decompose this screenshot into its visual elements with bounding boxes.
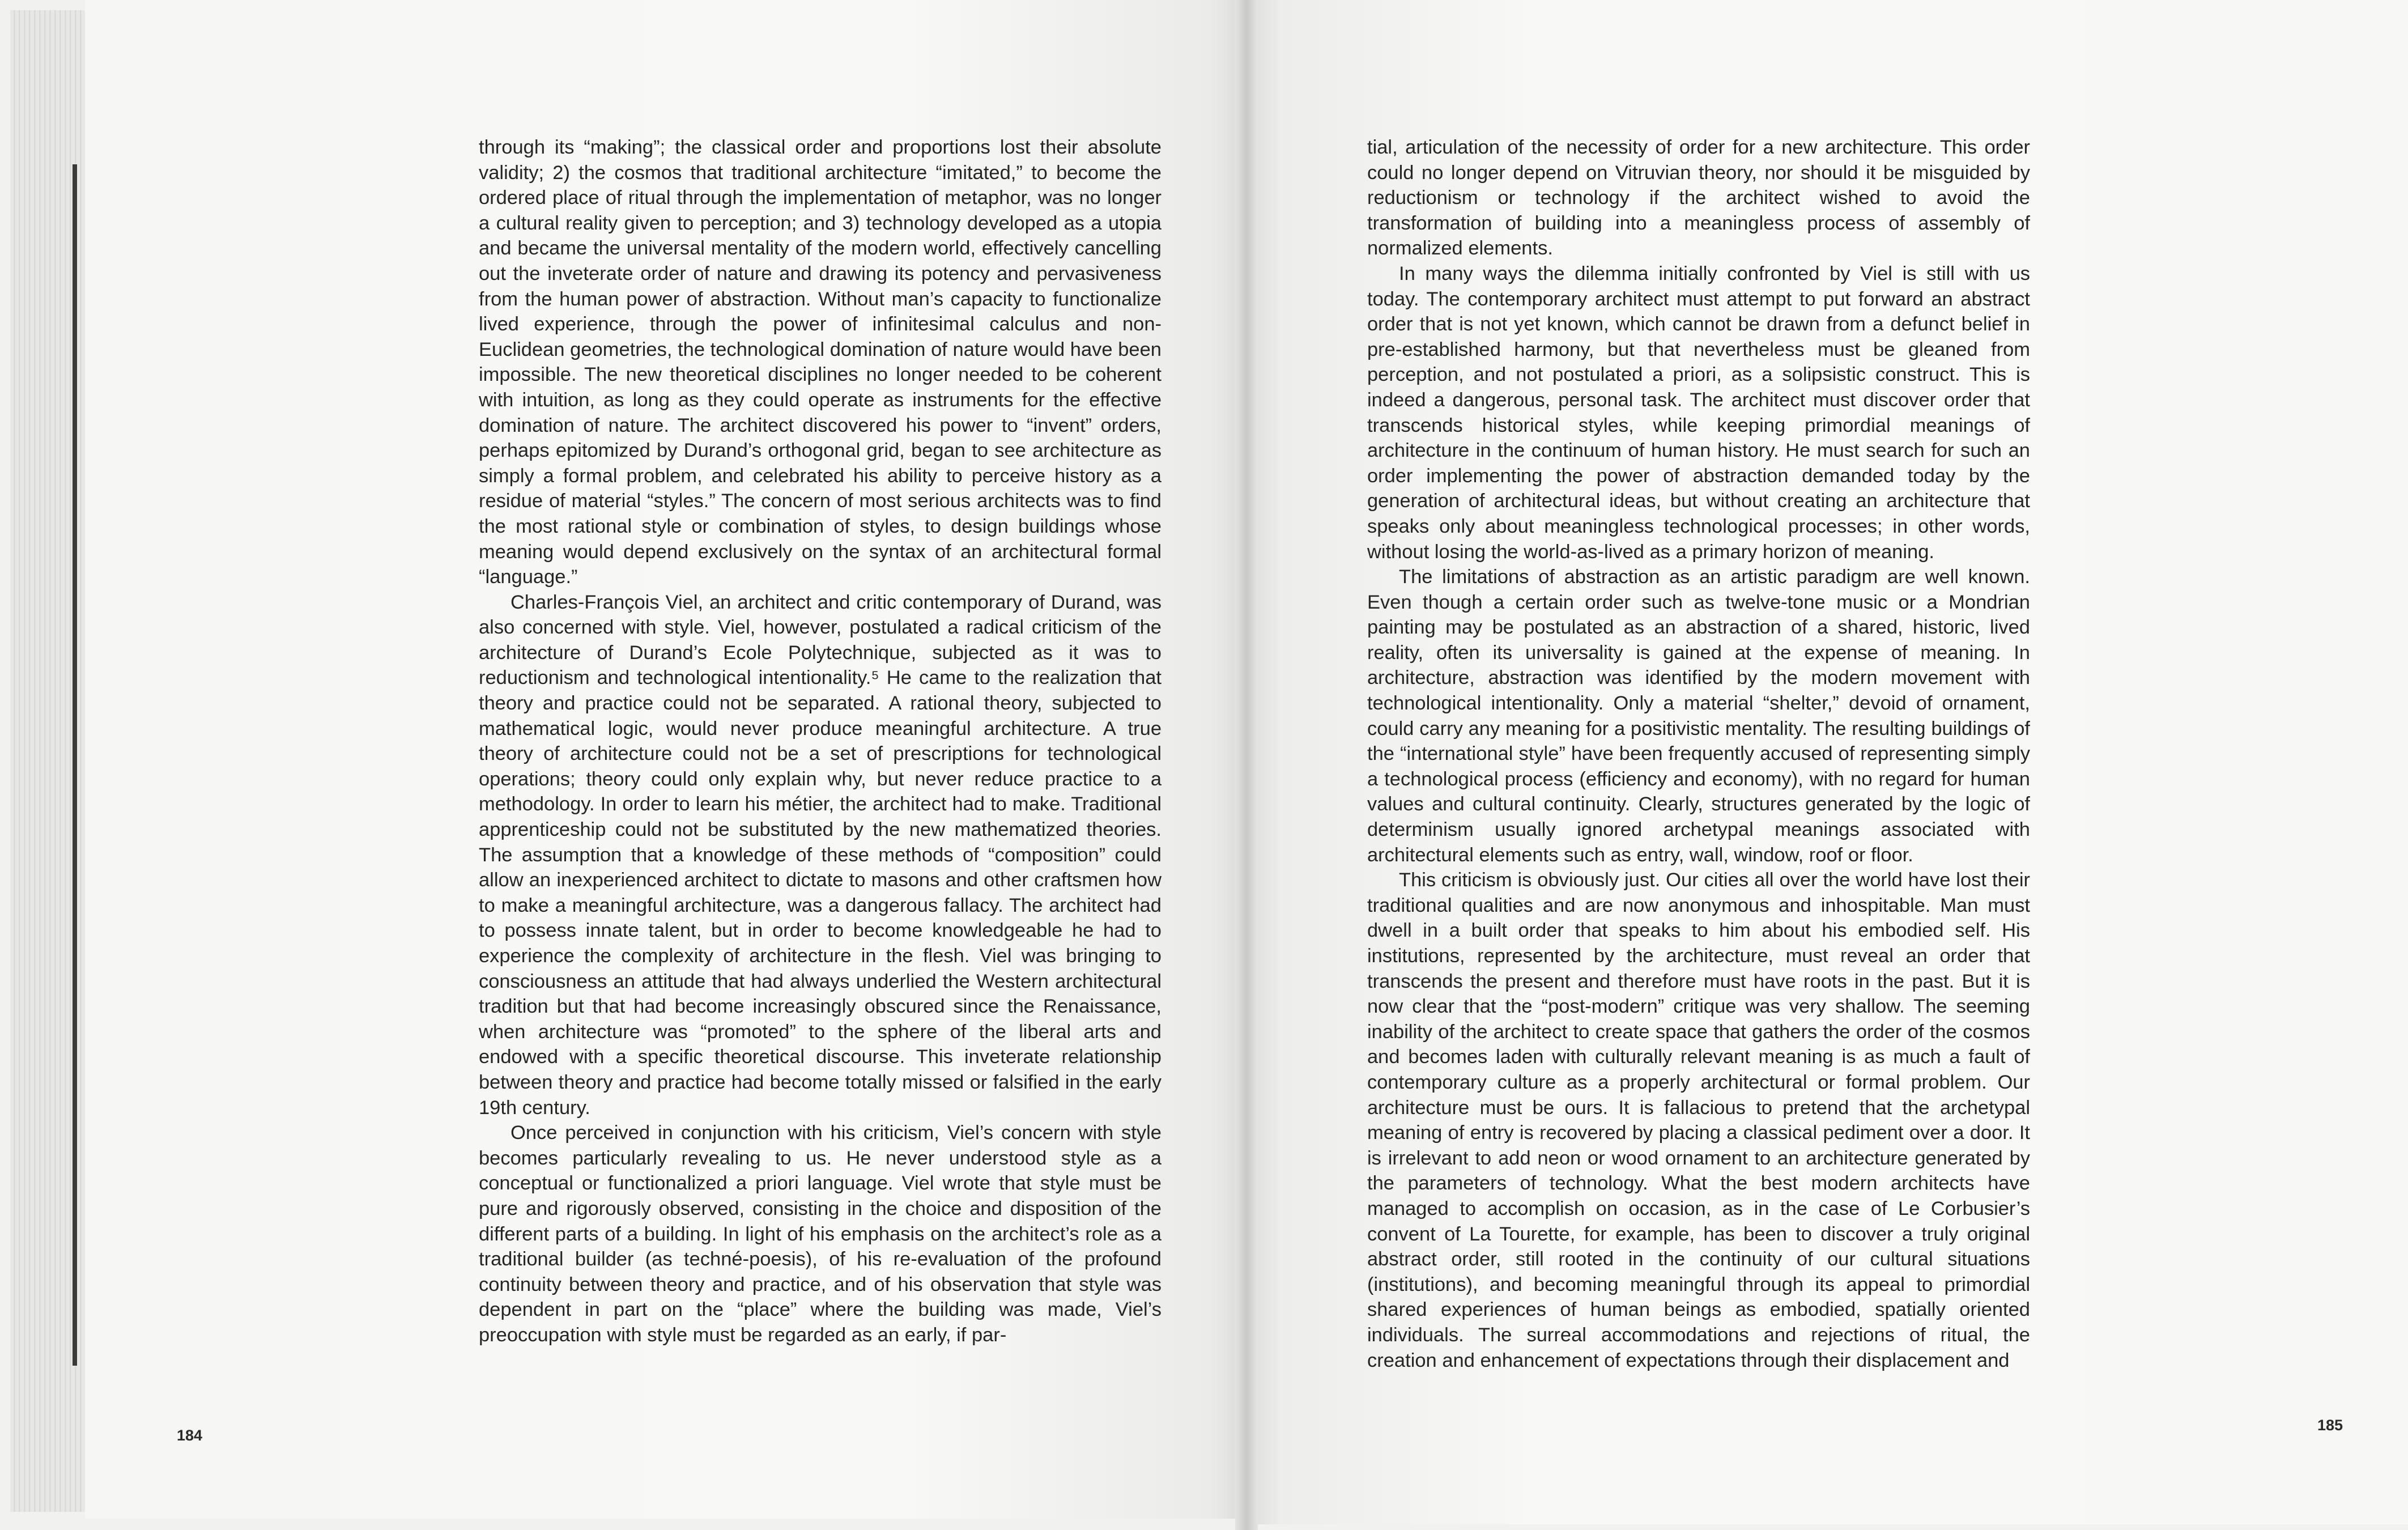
left-page-text xyxy=(479,135,1162,1348)
spine-shadow xyxy=(73,164,77,1366)
book-gutter xyxy=(1235,0,1258,1530)
paragraph: through its “making”; the classical order and proportions lost their absolute validity; 2) the cosmos that traditional architecture “imitated,” to become the ordered place of ritual through the implementation of metaphor, was no longer a cultural reality given to perception; and 3) technology developed as a utopia and became the universal mentality of the modern world, effectively cancelling out the inveterate order of nature and drawing its potency and pervasiveness from the human power of abstraction. Without man’s capacity to functionalize lived experience, through the power of infinitesimal calculus and non-Euclidean geometries, the technological domination of nature would have been impossible. The new theoretical disciplines no longer needed to be coherent with intuition, as long as they could operate as instruments for the effective domination of nature. The architect discovered his power to “invent” orders, perhaps epitomized by Durand’s orthogonal grid, began to see architecture as simply a formal problem, and celebrated his ability to perceive history as a residue of material “styles.” The concern of most serious architects was to find the most rational style or combination of styles, to design buildings whose meaning would depend exclusively on the syntax of an architectural formal “language.” xyxy=(479,137,1162,588)
page-number-right: 185 xyxy=(2317,1417,2343,1434)
page-edges xyxy=(10,10,95,1512)
paragraph: tial, articulation of the necessity of order for a new architecture. This order could no longer depend on Vitruvian theory, nor should it be misguided by reductionism or technology if the architect wished to avoid the transformation of building into a meaningless process of assembly of normalized elements. xyxy=(1367,137,2030,260)
paragraph: The limitations of abstraction as an artistic paradigm are well known. Even though a certain order such as twelve-tone music or a Mondrian painting may be postulated as an abstraction of a shared, historic, lived reality, often its universality is gained at the expense of meaning. In architecture, abstraction was identified by the modern movement with technological intentionality. Only a material “shelter,” devoid of ornament, could carry any meaning for a positivistic mentality. The resulting buildings of the “international style” have been frequently accused of representing simply a technological process (efficiency and economy), with no regard for human values and cultural continuity. Clearly, structures generated by the logic of determinism usually ignored archetypal meanings associated with architectural elements such as entry, wall, window, roof or floor. xyxy=(1367,566,2030,866)
paragraph: Once perceived in conjunction with his criticism, Viel’s concern with style becomes particularly revealing to us. He never understood style as a conceptual or functionalized a priori language. Viel wrote that style must be pure and rigorously observed, consisting in the choice and disposition of the different parts of a building. In light of his emphasis on the architect’s role as a traditional builder (as techné-poesis), of his re-evaluation of the profound continuity between theory and practice, and of his observation that style was dependent in part on the “place” where the building was made, Viel’s preoccupation with style must be regarded as an early, if par- xyxy=(479,1122,1162,1346)
page-number-left: 184 xyxy=(177,1427,203,1444)
paragraph: Charles-François Viel, an architect and critic contemporary of Durand, was also concerned with style. Viel, however, postulated a radical criticism of the architecture of Durand’s Ecole Polytechnique, subjected as it was to reductionism and technological intentionality.⁵ He came to the realization that theory and practice could not be separated. A rational theory, subjected to mathematical logic, would never produce meaningful architecture. A true theory of architecture could not be a set of prescriptions for technological operations; theory could only explain why, but never reduce practice to a methodology. In order to learn his métier, the architect had to make. Traditional apprenticeship could not be substituted by the new mathematized theories. The assumption that a knowledge of these methods of “composition” could allow an inexperienced architect to dictate to masons and other craftsmen how to make a meaningful architecture, was a dangerous fallacy. The architect had to possess innate talent, but in order to become knowledgeable he had to experience the complexity of architecture in the flesh. Viel was bringing to consciousness an attitude that had always underlied the Western architectural tradition but that had become increasingly obscured since the Renaissance, when architecture was “promoted” to the sphere of the liberal arts and endowed with a specific theoretical discourse. This inveterate relationship between theory and practice had become totally missed or falsified in the early 19th century. xyxy=(479,591,1162,1119)
paragraph: In many ways the dilemma initially confronted by Viel is still with us today. The contemporary architect must attempt to put forward an abstract order that is not yet known, which cannot be drawn from a defunct belief in pre-established harmony, but that nevertheless must be gleaned from perception, and not postulated a priori, as a solipsistic construct. This is indeed a dangerous, personal task. The architect must discover order that transcends historical styles, while keeping primordial meanings of architecture in the continuum of human history. He must search for such an order implementing the power of abstraction demanded today by the generation of architectural ideas, but without creating an architecture that speaks only about meaningless technological processes; in other words, without losing the world-as-lived as a primary horizon of meaning. xyxy=(1367,262,2030,563)
paragraph: This criticism is obviously just. Our cities all over the world have lost their traditional qualities and are now anonymous and inhospitable. Man must dwell in a built order that speaks to him about his embodied self. His institutions, represented by the architecture, must reveal an order that transcends the present and therefore must have roots in the past. But it is now clear that the “post-modern” critique was very shallow. The seeming inability of the architect to create space that gathers the order of the cosmos and becomes laden with culturally relevant meaning is as much a fault of contemporary culture as a properly architectural or formal problem. Our architecture must be ours. It is fallacious to pretend that the archetypal meaning of entry is recovered by placing a classical pediment over a door. It is irrelevant to add neon or wood ornament to an architecture generated by the parameters of technology. What the best modern architects have managed to accomplish on occasion, as in the case of Le Corbusier’s convent of La Tourette, for example, has been to discover a truly original abstract order, still rooted in the continuity of our cultural situations (institutions), and becoming meaningful through its appeal to primordial shared experiences of human beings as embodied, spatially oriented individuals. The surreal accommodations and rejections of ritual, the creation and enhancement of expectations through their displacement and xyxy=(1367,869,2030,1371)
right-page-text xyxy=(1367,135,2030,1373)
